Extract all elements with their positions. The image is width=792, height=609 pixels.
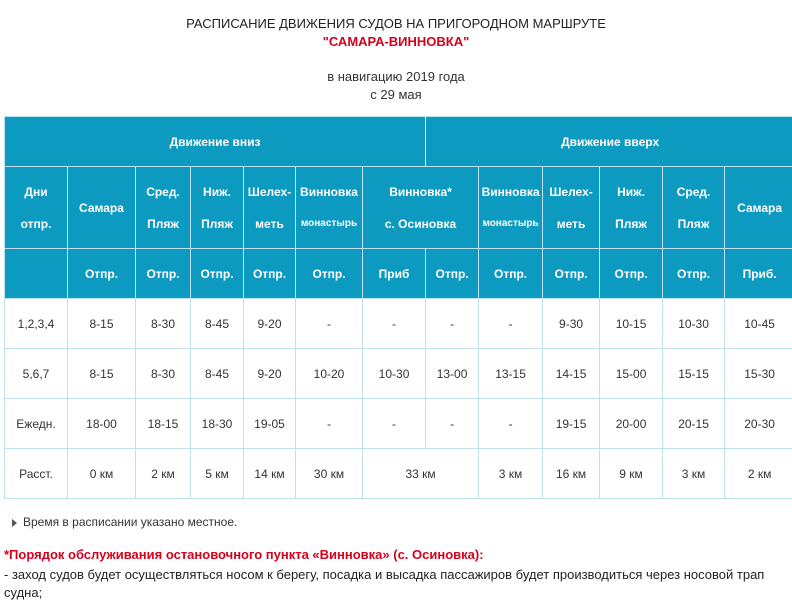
schedule-table xyxy=(4,116,792,499)
direction-down-header: Движение вниз xyxy=(5,117,426,167)
op-cell xyxy=(5,249,68,299)
time-cell: 8-15 xyxy=(68,299,136,349)
time-cell: 10-15 xyxy=(600,299,663,349)
time-cell: 13-00 xyxy=(426,349,479,399)
op-cell: Отпр. xyxy=(191,249,244,299)
time-cell: 8-45 xyxy=(191,299,244,349)
time-cell: 9-20 xyxy=(244,299,296,349)
distance-cell: 16 км xyxy=(543,449,600,499)
time-cell: 9-20 xyxy=(244,349,296,399)
op-cell: Отпр. xyxy=(543,249,600,299)
time-cell: 20-30 xyxy=(725,399,792,449)
distance-cell: 2 км xyxy=(725,449,792,499)
distance-row xyxy=(5,449,792,499)
op-cell: Отпр. xyxy=(479,249,543,299)
time-cell: 18-00 xyxy=(68,399,136,449)
column-shelekhmet-up: Шелех- меть xyxy=(543,167,600,249)
time-cell: 19-05 xyxy=(244,399,296,449)
op-cell: Отпр. xyxy=(663,249,725,299)
season-label: в навигацию 2019 года xyxy=(327,69,465,84)
time-cell: 18-30 xyxy=(191,399,244,449)
table-row xyxy=(5,399,792,449)
distance-label: Расст. xyxy=(5,449,68,499)
op-cell: Отпр. xyxy=(136,249,191,299)
time-cell: - xyxy=(296,299,363,349)
distance-cell: 0 км xyxy=(68,449,136,499)
distance-cell: 3 км xyxy=(663,449,725,499)
op-cell: Приб xyxy=(363,249,426,299)
time-cell: - xyxy=(363,299,426,349)
time-cell: - xyxy=(296,399,363,449)
time-cell: 10-45 xyxy=(725,299,792,349)
column-sred-plyazh-up: Сред. Пляж xyxy=(663,167,725,249)
time-cell: 10-30 xyxy=(363,349,426,399)
op-cell: Отпр. xyxy=(600,249,663,299)
distance-cell: 5 км xyxy=(191,449,244,499)
column-vinnovka-monastery-down: Винновка монастырь xyxy=(296,167,363,249)
distance-cell: 9 км xyxy=(600,449,663,499)
time-cell: 9-30 xyxy=(543,299,600,349)
time-cell: 13-15 xyxy=(479,349,543,399)
column-nizh-plyazh-up: Ниж. Пляж xyxy=(600,167,663,249)
operations-row xyxy=(5,249,792,299)
time-cell: - xyxy=(426,299,479,349)
distance-cell: 14 км xyxy=(244,449,296,499)
time-cell: 20-15 xyxy=(663,399,725,449)
distance-cell: 2 км xyxy=(136,449,191,499)
time-cell: 8-15 xyxy=(68,349,136,399)
time-cell: 15-00 xyxy=(600,349,663,399)
local-time-note xyxy=(12,515,237,529)
column-vinnovka-osinovka: Винновка* с. Осиновка xyxy=(363,167,479,249)
distance-cell: 33 км xyxy=(363,449,479,499)
table-row xyxy=(5,349,792,399)
op-cell: Отпр. xyxy=(244,249,296,299)
time-cell: - xyxy=(479,399,543,449)
caret-right-icon xyxy=(12,519,17,527)
time-cell: - xyxy=(479,299,543,349)
time-cell: 14-15 xyxy=(543,349,600,399)
time-cell: 19-15 xyxy=(543,399,600,449)
time-cell: 15-15 xyxy=(663,349,725,399)
days-cell: 1,2,3,4 xyxy=(5,299,68,349)
start-date: с 29 мая xyxy=(370,87,422,102)
op-cell: Приб. xyxy=(725,249,792,299)
time-cell: 8-30 xyxy=(136,299,191,349)
note-text: Время в расписании указано местное. xyxy=(23,515,238,529)
column-vinnovka-monastery-up: Винновка монастырь xyxy=(479,167,543,249)
order-heading: *Порядок обслуживания остановочного пункта «Винновка» (с. Осиновка): xyxy=(4,547,484,562)
distance-cell: 3 км xyxy=(479,449,543,499)
column-samara-down: Самара xyxy=(68,167,136,249)
days-cell: 5,6,7 xyxy=(5,349,68,399)
time-cell: 8-30 xyxy=(136,349,191,399)
column-nizh-plyazh-down: Ниж. Пляж xyxy=(191,167,244,249)
column-samara-up: Самара xyxy=(725,167,792,249)
op-cell: Отпр. xyxy=(296,249,363,299)
time-cell: 20-00 xyxy=(600,399,663,449)
column-days: Дни отпр. xyxy=(5,167,68,249)
direction-up-header: Движение вверх xyxy=(426,117,792,167)
distance-cell: 30 км xyxy=(296,449,363,499)
stop-names-row xyxy=(5,167,792,249)
time-cell: 10-30 xyxy=(663,299,725,349)
column-sred-plyazh-down: Сред. Пляж xyxy=(136,167,191,249)
days-cell: Ежедн. xyxy=(5,399,68,449)
time-cell: 8-45 xyxy=(191,349,244,399)
column-shelekhmet-down: Шелех- меть xyxy=(244,167,296,249)
time-cell: - xyxy=(426,399,479,449)
time-cell: 10-20 xyxy=(296,349,363,399)
op-cell: Отпр. xyxy=(68,249,136,299)
time-cell: - xyxy=(363,399,426,449)
table-row xyxy=(5,299,792,349)
order-text: - заход судов будет осуществляться носом к берегу, посадка и высадка пассажиров будет производиться через носовой трап судна; xyxy=(4,567,765,600)
time-cell: 15-30 xyxy=(725,349,792,399)
schedule-title: РАСПИСАНИЕ ДВИЖЕНИЯ СУДОВ НА ПРИГОРОДНОМ МАРШРУТЕ xyxy=(186,16,606,31)
time-cell: 18-15 xyxy=(136,399,191,449)
route-name: "САМАРА-ВИННОВКА" xyxy=(322,34,470,49)
op-cell: Отпр. xyxy=(426,249,479,299)
